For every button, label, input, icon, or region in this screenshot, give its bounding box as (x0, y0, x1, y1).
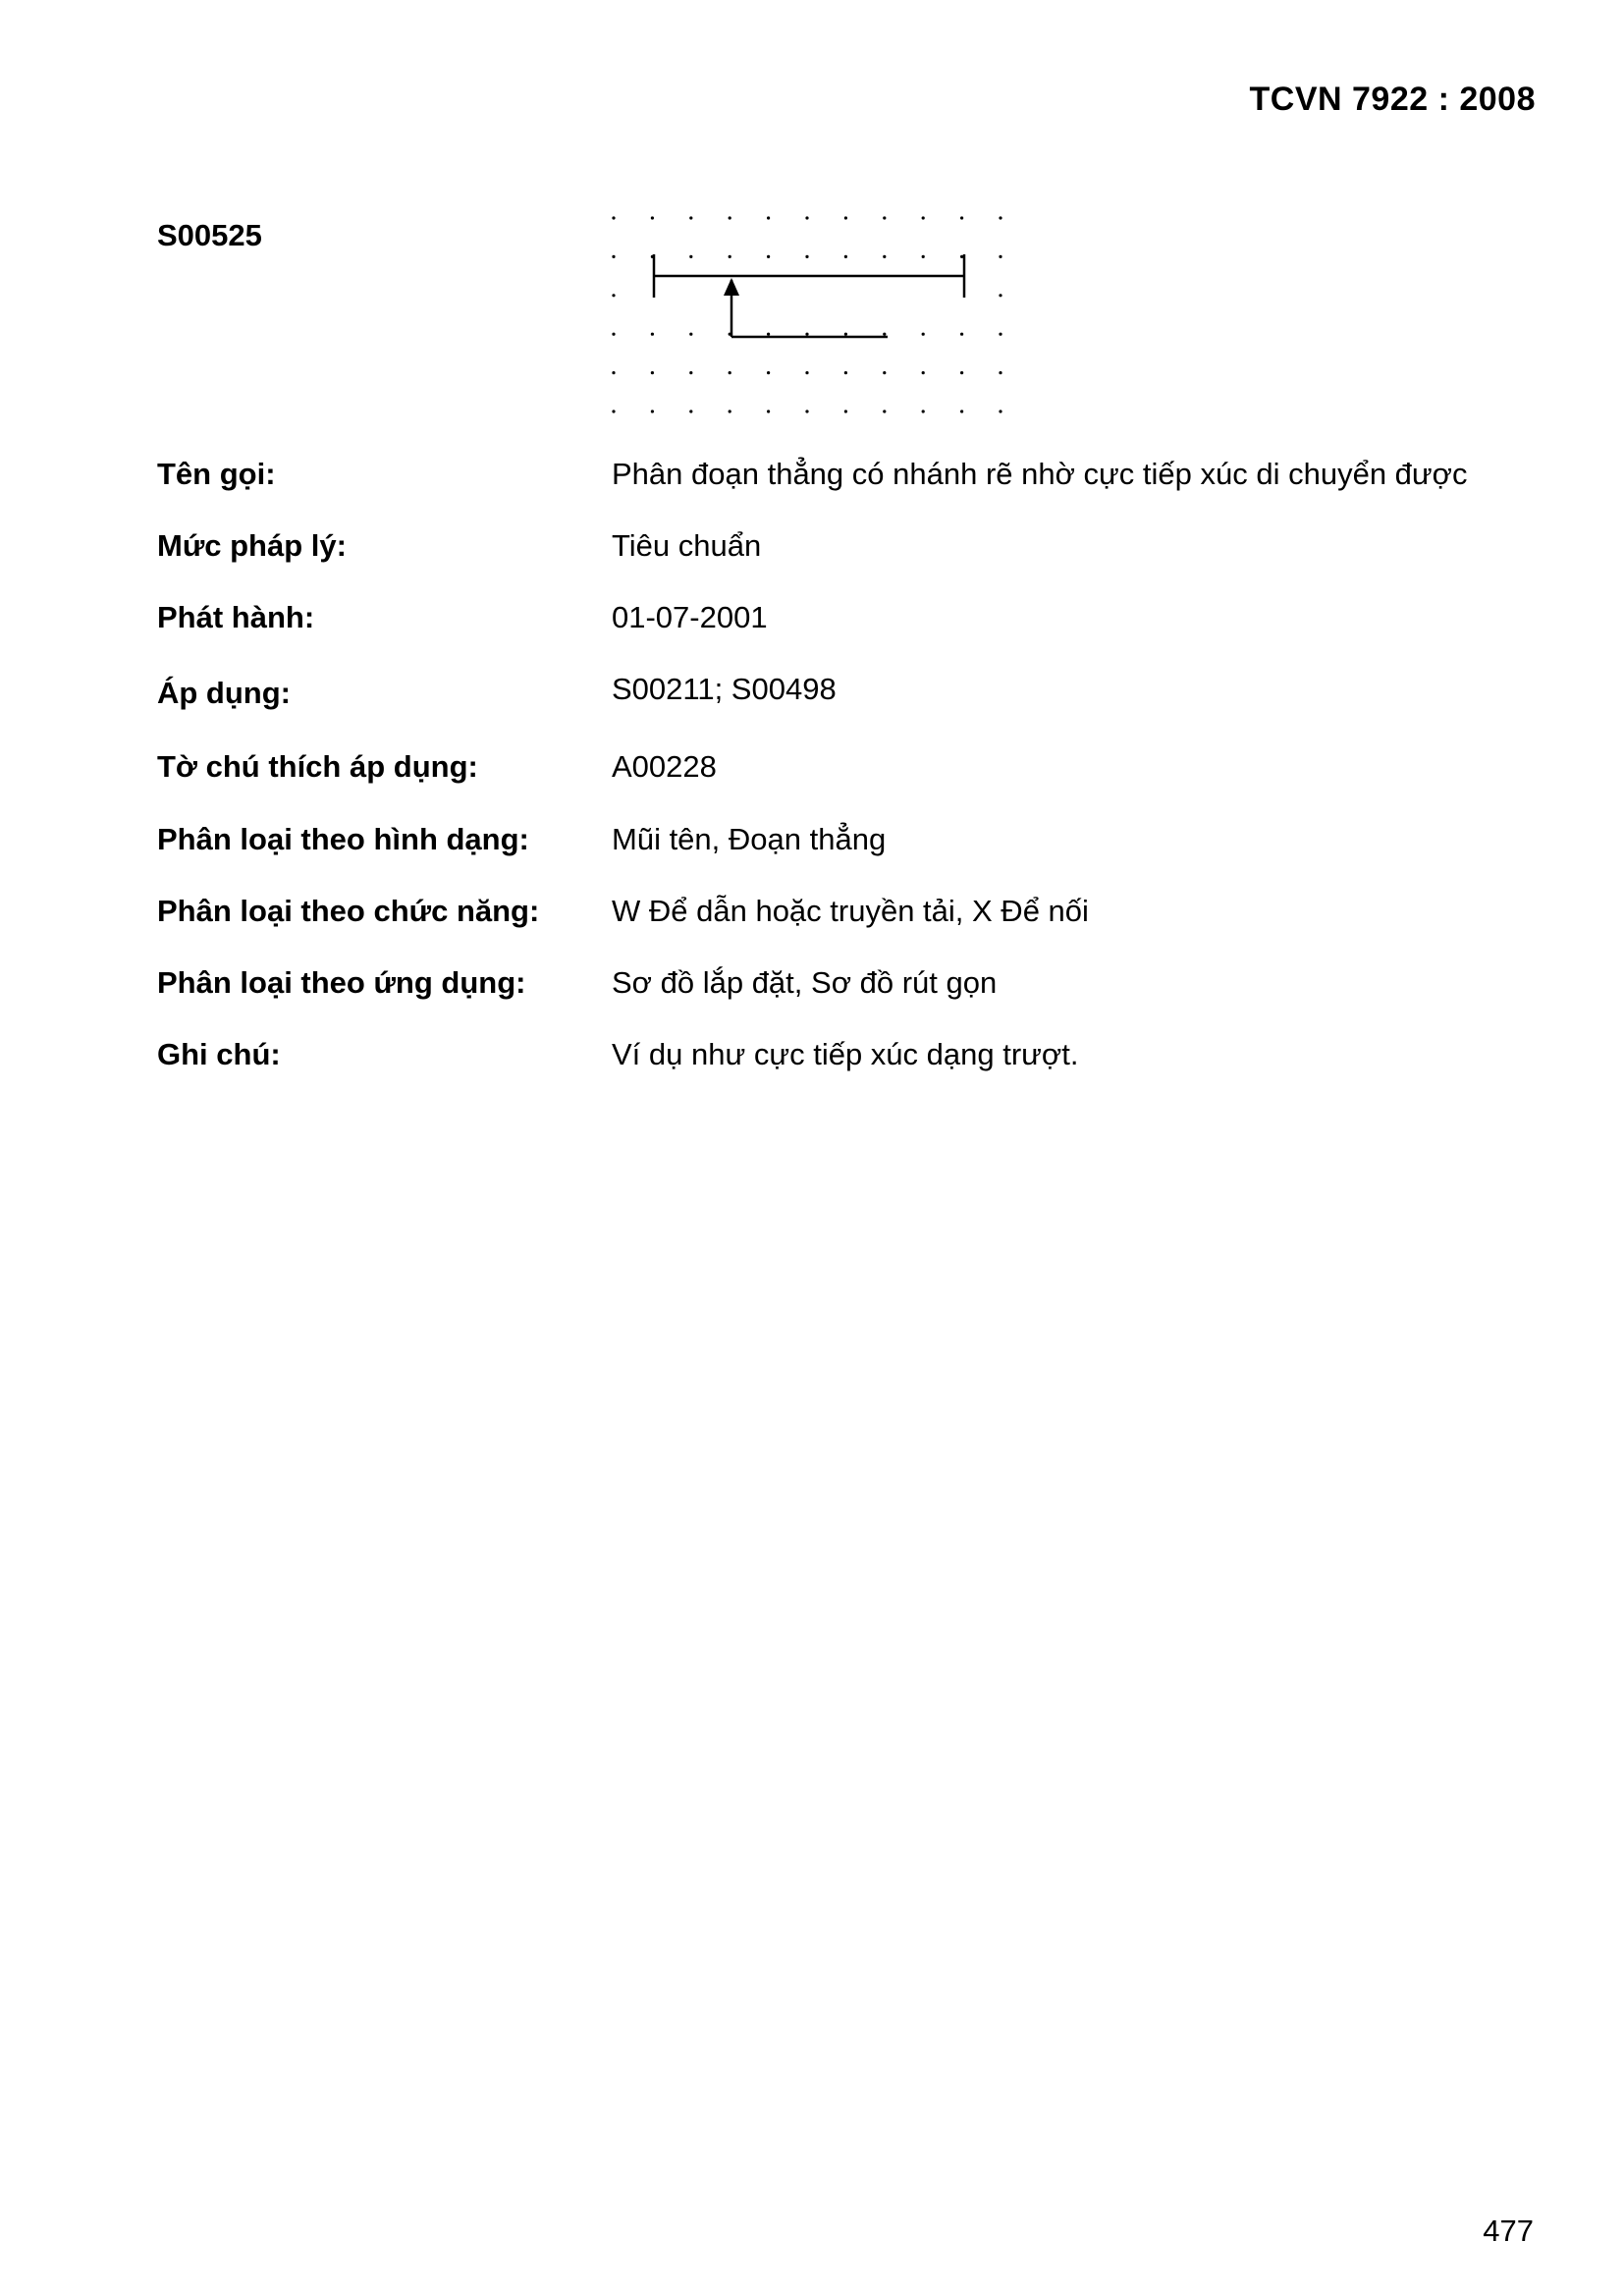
property-label: Phân loại theo chức năng: (157, 894, 540, 928)
property-label: Tên gọi: (157, 457, 276, 491)
grid-dot (689, 333, 692, 336)
grid-dot (651, 371, 654, 374)
grid-dot (999, 410, 1001, 412)
property-row-annotation-sheet (157, 749, 1532, 798)
grid-dot (612, 255, 615, 258)
grid-dot (844, 255, 847, 258)
property-row-application-class (157, 965, 1532, 1014)
grid-dot (999, 255, 1001, 258)
grid-dot (960, 410, 963, 412)
property-value: 01-07-2001 (612, 600, 768, 634)
grid-dot (651, 410, 654, 412)
grid-dot (767, 410, 770, 412)
segment-branch-symbol-graphic (599, 201, 1021, 437)
grid-dot (612, 371, 615, 374)
grid-dot (999, 294, 1001, 297)
grid-dot (999, 371, 1001, 374)
grid-dot (805, 410, 808, 412)
grid-dot (883, 333, 886, 336)
property-row-note (157, 1037, 1532, 1086)
property-value: Ví dụ như cực tiếp xúc dạng trượt. (612, 1037, 1079, 1071)
grid-dot (689, 216, 692, 219)
grid-dot (883, 371, 886, 374)
grid-dot (883, 255, 886, 258)
grid-dot (767, 333, 770, 336)
grid-dot (689, 255, 692, 258)
grid-dot (689, 371, 692, 374)
grid-dot (729, 255, 731, 258)
grid-dot (960, 216, 963, 219)
grid-dot (651, 333, 654, 336)
grid-dot (922, 255, 925, 258)
grid-dot (844, 410, 847, 412)
grid-dot (999, 216, 1001, 219)
grid-dot (960, 255, 963, 258)
grid-dot (805, 216, 808, 219)
grid-dot (805, 333, 808, 336)
grid-dot (883, 410, 886, 412)
grid-dot (922, 333, 925, 336)
property-value: Phân đoạn thẳng có nhánh rẽ nhờ cực tiếp xúc di chuyển được (612, 457, 1468, 491)
grid-dot (960, 333, 963, 336)
grid-dot (844, 216, 847, 219)
property-label: Phân loại theo ứng dụng: (157, 965, 526, 1000)
property-row-function-class (157, 894, 1532, 943)
property-label: Áp dụng: (157, 676, 292, 710)
grid-dot (922, 216, 925, 219)
property-row-applies (157, 672, 1532, 721)
grid-dot (651, 216, 654, 219)
grid-dot (612, 294, 615, 297)
property-row-name (157, 457, 1532, 506)
grid-dot (729, 371, 731, 374)
property-label: Ghi chú: (157, 1037, 281, 1071)
grid-dot (612, 410, 615, 412)
property-row-shape-class (157, 822, 1532, 871)
grid-dot (689, 410, 692, 412)
grid-dot (999, 333, 1001, 336)
page-number: 477 (1483, 2214, 1534, 2248)
symbol-figure (599, 201, 1021, 442)
property-value: Sơ đồ lắp đặt, Sơ đồ rút gọn (612, 965, 998, 1000)
symbol-lines (654, 254, 964, 337)
grid-dot (612, 333, 615, 336)
property-label: Phân loại theo hình dạng: (157, 822, 529, 856)
grid-dot (612, 216, 615, 219)
grid-dot (805, 371, 808, 374)
grid-dot (767, 216, 770, 219)
property-row-legal-level (157, 528, 1532, 577)
grid-dot (767, 371, 770, 374)
grid-dot (729, 216, 731, 219)
standard-header: TCVN 7922 : 2008 (1249, 81, 1536, 118)
grid-dot (844, 371, 847, 374)
grid-dot (922, 410, 925, 412)
grid-dot (960, 371, 963, 374)
property-label: Tờ chú thích áp dụng: (157, 749, 478, 784)
dot-grid (612, 216, 1001, 412)
property-value: S00211; S00498 (612, 672, 837, 706)
movable-contact-arrow-icon (724, 278, 739, 296)
property-value: Mũi tên, Đoạn thẳng (612, 822, 887, 856)
grid-dot (883, 216, 886, 219)
grid-dot (844, 333, 847, 336)
property-value: A00228 (612, 749, 717, 784)
grid-dot (767, 255, 770, 258)
symbol-code: S00525 (157, 218, 262, 252)
grid-dot (922, 371, 925, 374)
property-label: Mức pháp lý: (157, 528, 347, 563)
grid-dot (805, 255, 808, 258)
grid-dot (729, 410, 731, 412)
property-value: Tiêu chuẩn (612, 528, 762, 563)
property-label: Phát hành: (157, 600, 315, 634)
property-value: W Để dẫn hoặc truyền tải, X Để nối (612, 894, 1089, 928)
property-row-issued (157, 600, 1532, 649)
